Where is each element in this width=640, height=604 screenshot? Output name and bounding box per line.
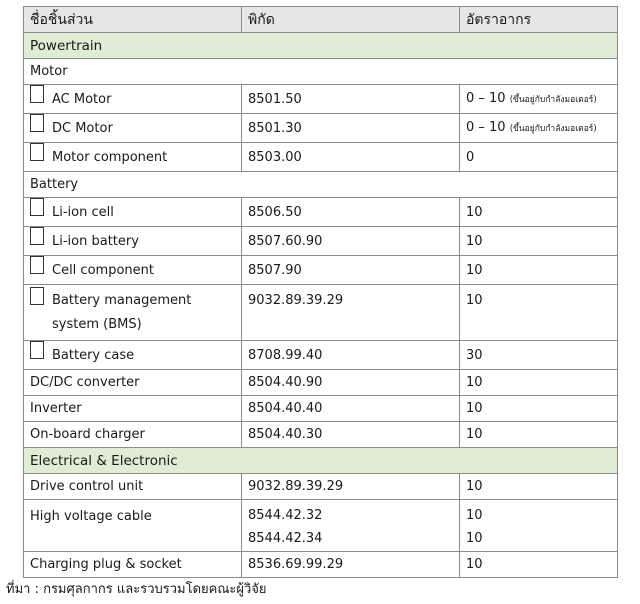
table-row (24, 143, 618, 172)
duty-rate-cell (460, 500, 618, 552)
duty-rate-cell (460, 256, 618, 285)
part-name: Battery management system (BMS) (52, 293, 192, 332)
duty-rate-cell (460, 341, 618, 370)
duty-rate: 10 (466, 401, 483, 416)
tariff-code-cell (242, 396, 460, 422)
part-name-cell (24, 500, 242, 552)
duty-rate-cell (460, 143, 618, 172)
tariff-code-cell (242, 370, 460, 396)
duty-rate: 10 (466, 204, 483, 220)
duty-rate: 10 (466, 479, 483, 494)
duty-rate-note: (ขึ้นอยู่กับกำลังมอเตอร์) (509, 94, 597, 105)
header-part-name: ชื่อชิ้นส่วน (24, 7, 242, 33)
tariff-code: 9032.89.39.29 (248, 479, 344, 494)
part-name-cell (24, 285, 242, 341)
tariff-code-cell (242, 285, 460, 341)
table-row (24, 256, 618, 285)
table-row (24, 500, 618, 552)
duty-rate: 10 (466, 531, 483, 546)
checkbox-icon (30, 341, 44, 359)
duty-rate-cell (460, 227, 618, 256)
tariff-code: 8503.00 (248, 149, 302, 165)
part-name: Inverter (30, 401, 82, 416)
table-row (24, 422, 618, 448)
tariff-code: 8506.50 (248, 204, 302, 220)
duty-rate: 10 (466, 427, 483, 442)
tariff-code: 8708.99.40 (248, 347, 323, 363)
table-row (24, 85, 618, 114)
checkbox-icon (30, 85, 44, 103)
group-label: Powertrain (24, 33, 618, 59)
duty-rate-cell (460, 285, 618, 341)
part-name-cell (24, 474, 242, 500)
part-name: Charging plug & socket (30, 557, 182, 572)
duty-rate-cell (460, 422, 618, 448)
part-name-cell (24, 227, 242, 256)
part-name-cell (24, 341, 242, 370)
duty-rate-cell (460, 114, 618, 143)
tariff-code: 8507.60.90 (248, 233, 323, 249)
part-name-cell (24, 256, 242, 285)
group-label: Electrical & Electronic (24, 448, 618, 474)
table-row (24, 552, 618, 578)
tariff-code-cell (242, 143, 460, 172)
table-header-row (24, 7, 618, 33)
source-note: ที่มา : กรมศุลกากร และรวบรวมโดยคณะผู้วิจัย (6, 582, 267, 597)
part-name-cell (24, 422, 242, 448)
tariff-table (23, 6, 618, 578)
part-name: Li-ion battery (52, 233, 139, 249)
tariff-code-cell (242, 85, 460, 114)
table-row (24, 396, 618, 422)
checkbox-icon (30, 198, 44, 216)
duty-rate-cell (460, 474, 618, 500)
duty-rate: 0 – 10 (466, 90, 506, 106)
tariff-code: 8501.30 (248, 120, 302, 136)
tariff-code-cell (242, 422, 460, 448)
duty-rate: 10 (466, 293, 483, 308)
duty-rate-cell (460, 198, 618, 227)
table-row (24, 198, 618, 227)
part-name: Battery case (52, 347, 135, 363)
checkbox-icon (30, 227, 44, 245)
tariff-code: 8544.42.34 (248, 531, 323, 546)
part-name-cell (24, 396, 242, 422)
checkbox-icon (30, 114, 44, 132)
subgroup-label: Motor (24, 59, 618, 85)
tariff-code: 8536.69.99.29 (248, 557, 344, 572)
duty-rate: 0 – 10 (466, 119, 506, 135)
duty-rate: 10 (466, 375, 483, 390)
tariff-code-cell (242, 552, 460, 578)
tariff-code-cell (242, 341, 460, 370)
part-name-cell (24, 198, 242, 227)
group-header-row (24, 33, 618, 59)
duty-rate: 0 (466, 149, 475, 165)
tariff-table-body (24, 7, 618, 578)
part-name: DC/DC converter (30, 375, 140, 390)
tariff-code: 8504.40.40 (248, 401, 323, 416)
part-name: High voltage cable (30, 509, 152, 524)
table-row (24, 370, 618, 396)
duty-rate: 30 (466, 347, 483, 363)
tariff-code: 8544.42.32 (248, 508, 323, 523)
subgroup-row (24, 172, 618, 198)
tariff-code: 8504.40.30 (248, 427, 323, 442)
part-name: DC Motor (52, 120, 113, 136)
table-row (24, 341, 618, 370)
tariff-code-cell (242, 474, 460, 500)
part-name-cell (24, 552, 242, 578)
duty-rate: 10 (466, 557, 483, 572)
table-row (24, 285, 618, 341)
part-name: Li-ion cell (52, 204, 114, 220)
table-row (24, 474, 618, 500)
tariff-code-cell (242, 500, 460, 552)
duty-rate: 10 (466, 233, 483, 249)
part-name: Motor component (52, 149, 168, 165)
part-name-cell (24, 114, 242, 143)
duty-rate: 10 (466, 508, 483, 523)
part-name-cell (24, 370, 242, 396)
tariff-code-cell (242, 256, 460, 285)
part-name: Drive control unit (30, 479, 144, 494)
part-name-cell (24, 143, 242, 172)
subgroup-label: Battery (24, 172, 618, 198)
tariff-code: 8501.50 (248, 91, 302, 107)
checkbox-icon (30, 256, 44, 274)
duty-rate-cell (460, 396, 618, 422)
part-name: AC Motor (52, 91, 112, 107)
part-name: On-board charger (30, 427, 145, 442)
part-name: Cell component (52, 262, 154, 278)
subgroup-row (24, 59, 618, 85)
header-tariff-code: พิกัด (242, 7, 460, 33)
header-duty-rate: อัตราอากร (460, 7, 618, 33)
duty-rate: 10 (466, 262, 483, 278)
duty-rate-note: (ขึ้นอยู่กับกำลังมอเตอร์) (509, 123, 597, 134)
table-row (24, 114, 618, 143)
table-row (24, 227, 618, 256)
part-name-cell (24, 85, 242, 114)
duty-rate-cell (460, 370, 618, 396)
tariff-code: 9032.89.39.29 (248, 293, 344, 308)
tariff-code-cell (242, 114, 460, 143)
duty-rate-cell (460, 552, 618, 578)
tariff-code: 8504.40.90 (248, 375, 323, 390)
duty-rate-cell (460, 85, 618, 114)
tariff-code-cell (242, 198, 460, 227)
tariff-code-cell (242, 227, 460, 256)
tariff-code: 8507.90 (248, 262, 302, 278)
group-header-row (24, 448, 618, 474)
checkbox-icon (30, 287, 44, 305)
checkbox-icon (30, 143, 44, 161)
